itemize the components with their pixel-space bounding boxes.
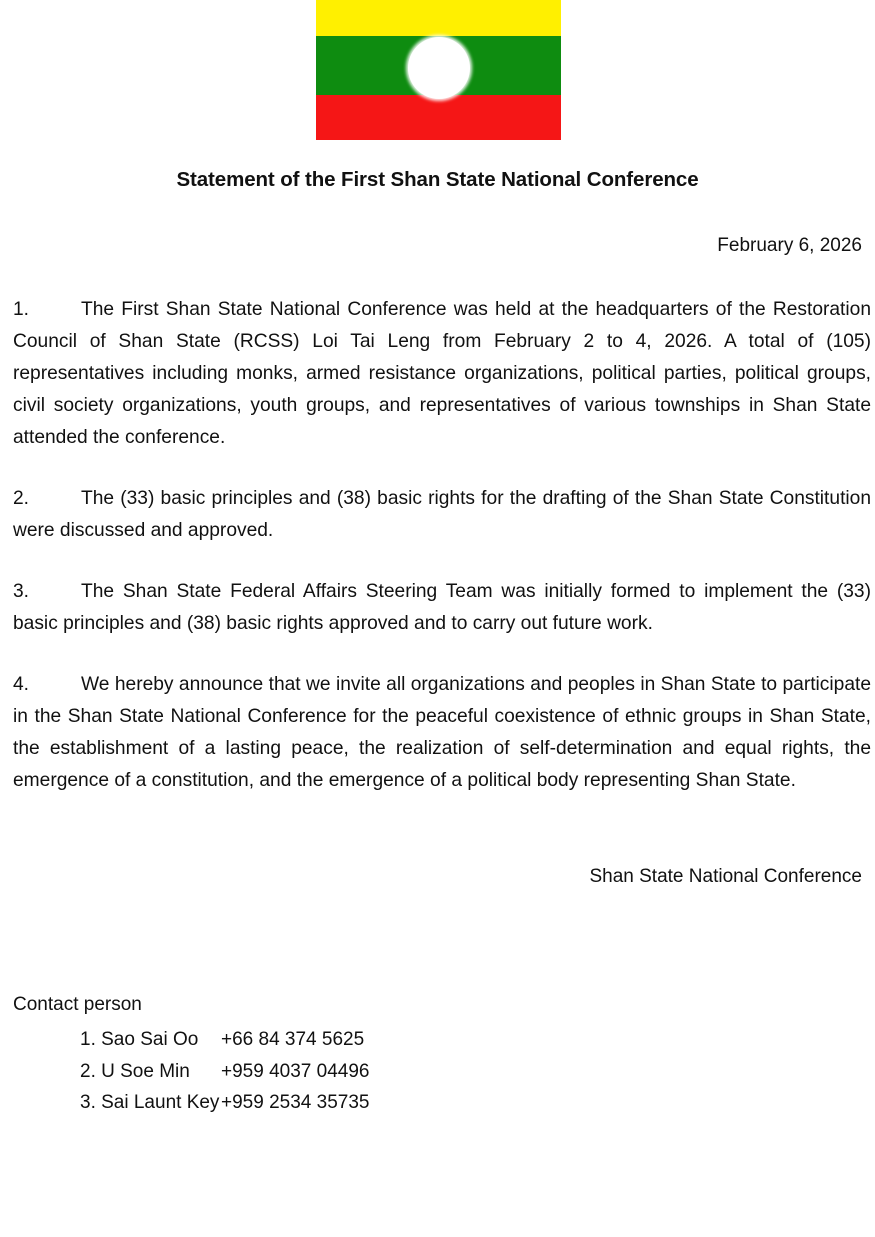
- paragraph-2-text: The (33) basic principles and (38) basic rights for the drafting of the Shan State Constitution were discussed and approved.: [13, 488, 871, 541]
- document-body: [13, 294, 871, 797]
- flag-yellow-band: [316, 0, 561, 36]
- flag-red-band: [316, 95, 561, 140]
- paragraph-1: [13, 294, 871, 454]
- document-date: February 6, 2026: [717, 235, 862, 256]
- paragraph-4-text: We hereby announce that we invite all organizations and peoples in Shan State to participate in the Shan State National Conference for the peaceful coexistence of ethnic groups in Shan State, the establishment of a lasting peace, the realization of self-determination and equal rights, the emergence of a constitution, and the emergence of a political body representing Shan State.: [13, 674, 871, 791]
- contact-phone: +959 4037 04496: [221, 1060, 370, 1082]
- flag-white-disc-icon: [408, 37, 470, 99]
- contact-list-item: [13, 1024, 613, 1056]
- signature-line: Shan State National Conference: [589, 866, 862, 887]
- paragraph-3-text: The Shan State Federal Affairs Steering Team was initially formed to implement the (33) basic principles and (38) basic rights approved and to carry out future work.: [13, 581, 871, 634]
- contact-phone: +66 84 374 5625: [221, 1029, 365, 1050]
- page-title: Statement of the First Shan State National Conference: [176, 168, 699, 191]
- contact-name: 1. Sao Sai Oo: [80, 1029, 199, 1050]
- paragraph-1-text: The First Shan State National Conference was held at the headquarters of the Restoration Council of Shan State (RCSS) Loi Tai Leng from February 2 to 4, 2026. A total of (105) representatives including monks, armed resistance organizations, political parties, political groups, civil society organizations, youth groups, and representatives of various townships in Shan State attended the conference.: [13, 299, 871, 448]
- paragraph-4: [13, 669, 871, 797]
- paragraph-3-number: 3.: [13, 581, 30, 602]
- shan-state-flag: [316, 0, 561, 140]
- flag-graphic: [316, 0, 561, 140]
- contact-name: 3. Sai Launt Key: [80, 1092, 220, 1113]
- paragraph-2: [13, 483, 871, 547]
- contact-heading: Contact person: [13, 994, 142, 1015]
- contact-list: [13, 1024, 613, 1119]
- paragraph-1-number: 1.: [13, 299, 30, 320]
- contact-section: [13, 994, 613, 1119]
- contact-list-item: [13, 1087, 613, 1119]
- contact-name: 2. U Soe Min: [80, 1060, 190, 1082]
- paragraph-4-number: 4.: [13, 674, 30, 695]
- paragraph-2-number: 2.: [13, 488, 30, 509]
- paragraph-3: [13, 576, 871, 640]
- contact-list-item: [13, 1056, 613, 1088]
- contact-phone: +959 2534 35735: [221, 1092, 370, 1113]
